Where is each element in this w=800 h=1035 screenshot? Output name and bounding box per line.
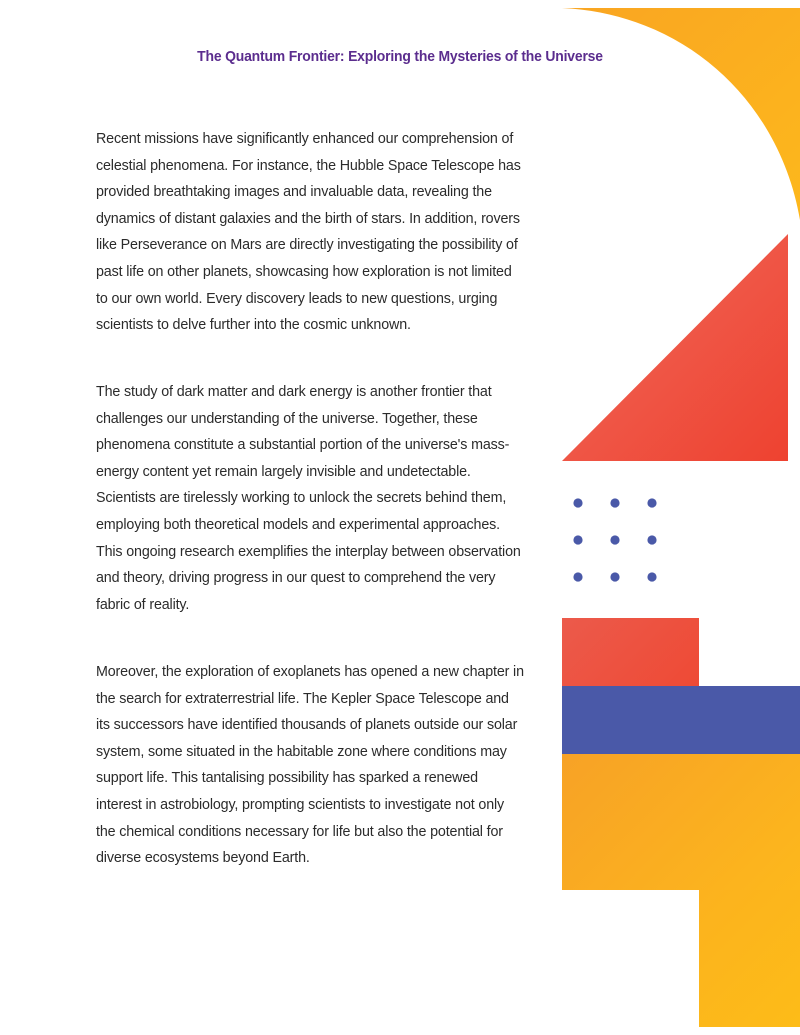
decorative-yellow-column [699,890,800,1027]
decorative-red-triangle [562,234,788,461]
decorative-blue-bar [562,686,800,754]
paragraph-exoplanets: Moreover, the exploration of exoplanets has opened a new chapter in the search for extraterrestrial life. The Kepler Space Telescope and its successors have identified thousands of planets outside our solar system, some situated in the habitable zone where conditions may support life. This tantalising possibility has sparked a renewed interest in astrobiology, prompting scientists to investigate not only the chemical conditions necessary for life but also the potential for diverse ecosystems beyond Earth. [96,664,524,867]
decorative-red-block [562,618,699,686]
paragraph-dark-matter: The study of dark matter and dark energy is another frontier that challenges our understanding of the universe. Together, these phenomena constitute a substantial portion of the universe's mass-energy content yet remain largely invisible and undetectable. Scientists are tirelessly working to unlock the secrets behind them, employing both theoretical models and experimental approaches. This ongoing research exemplifies the interplay between observation and theory, driving progress in our quest to comprehend the very fabric of reality. [96,384,521,613]
page-title: The Quantum Frontier: Exploring the Mysteries of the Universe [197,48,603,66]
decorative-dot-grid [566,492,666,592]
decorative-quarter-circle [562,8,800,220]
decorative-yellow-block [562,754,800,890]
paragraph-missions: Recent missions have significantly enhanced our comprehension of celestial phenomena. For instance, the Hubble Space Telescope has provided breathtaking images and invaluable data, revealing the dynamics of distant galaxies and the birth of stars. In addition, rovers like Perseverance on Mars are directly investigating the possibility of past life on other planets, showcasing how exploration is not limited to our own world. Every discovery leads to new questions, urging scientists to delve further into the cosmic unknown. [96,131,521,334]
